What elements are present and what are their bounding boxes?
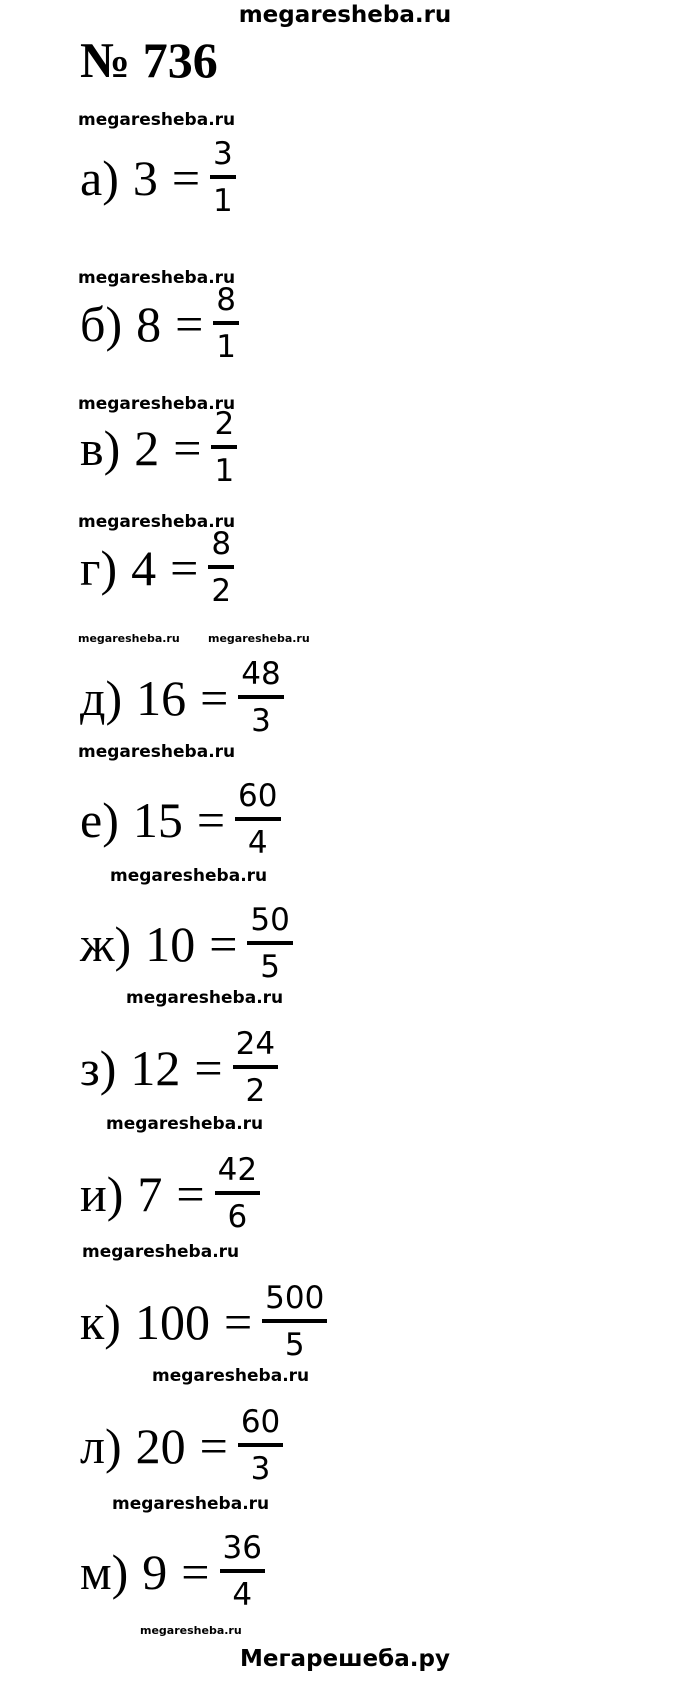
equation-label: д) (80, 669, 123, 726)
problem-title: № 736 (80, 32, 218, 88)
equation-label: м) (80, 1543, 129, 1600)
denominator: 1 (216, 329, 237, 365)
fraction (220, 1530, 265, 1613)
watermark: megaresheba.ru (140, 1624, 242, 1637)
fraction (215, 1152, 260, 1235)
denominator: 6 (227, 1199, 248, 1235)
fraction (233, 1026, 278, 1109)
equation-label: б) (80, 295, 123, 352)
denominator: 2 (245, 1073, 266, 1109)
watermark: megaresheba.ru (78, 268, 236, 288)
denominator: 1 (213, 183, 233, 219)
watermark: megaresheba.ru (78, 632, 180, 645)
watermark: megaresheba.ru (82, 1242, 240, 1262)
numerator: 24 (235, 1026, 276, 1062)
fraction (211, 406, 237, 489)
numerator: 8 (216, 282, 237, 318)
numerator: 3 (213, 136, 233, 172)
equation-lhs: 7 (137, 1165, 163, 1222)
fraction (235, 778, 280, 861)
equation-label: в) (80, 419, 121, 476)
equation-label: е) (80, 791, 119, 848)
equation-lhs: 16 (136, 669, 187, 726)
fraction-bar (235, 817, 280, 821)
numerator: 36 (222, 1530, 262, 1566)
equation-label: г) (80, 539, 118, 596)
equation-label: а) (80, 149, 119, 206)
equation-row-v: в) 2 = $\frac{2}{1}$ (80, 406, 237, 489)
equation-row-l: л) 20 = $\frac{60}{3}$ (80, 1404, 283, 1487)
equation-label: з) (80, 1039, 117, 1096)
fraction-bar (208, 565, 234, 569)
watermark: megaresheba.ru (78, 110, 236, 130)
equation-label: ж) (80, 915, 132, 972)
fraction-bar (247, 941, 292, 945)
fraction-bar (211, 445, 237, 449)
denominator: 3 (250, 1451, 271, 1487)
denominator: 2 (211, 573, 232, 609)
equation-lhs: 100 (134, 1293, 210, 1350)
denominator: 5 (260, 949, 280, 985)
fraction-bar (262, 1319, 327, 1323)
equation-row-e: е) 15 = $\frac{60}{4}$ (80, 778, 281, 861)
fraction (247, 902, 292, 985)
equation-label: к) (80, 1293, 121, 1350)
watermark: megaresheba.ru (152, 1366, 310, 1386)
fraction-bar (238, 1443, 283, 1447)
equation-row-k: к) 100 = $\frac{500}{5}$ (80, 1280, 327, 1363)
denominator: 5 (284, 1327, 305, 1363)
equation-row-m: м) 9 = $\frac{36}{4}$ (80, 1530, 265, 1613)
fraction-bar (210, 175, 236, 179)
fraction-bar (233, 1065, 278, 1069)
equation-lhs: 4 (131, 539, 157, 596)
watermark: megaresheba.ru (78, 394, 236, 414)
equation-label: л) (80, 1417, 122, 1474)
watermark: megaresheba.ru (208, 632, 310, 645)
fraction (238, 1404, 283, 1487)
numerator: 42 (217, 1152, 258, 1188)
numerator: 500 (265, 1280, 325, 1316)
fraction-bar (215, 1191, 260, 1195)
equation-row-d: д) 16 = $\frac{48}{3}$ (80, 656, 284, 739)
equation-row-g: г) 4 = $\frac{8}{2}$ (80, 526, 234, 609)
denominator: 3 (251, 703, 271, 739)
watermark: megaresheba.ru (112, 1494, 270, 1514)
equation-lhs: 20 (135, 1417, 186, 1474)
equation-lhs: 2 (134, 419, 160, 476)
fraction-bar (220, 1569, 265, 1573)
fraction (208, 526, 234, 609)
equation-lhs: 8 (136, 295, 162, 352)
equation-lhs: 10 (145, 915, 196, 972)
equation-row-a: а) 3 = $\frac{3}{1}$ (80, 136, 236, 219)
fraction (238, 656, 283, 739)
fraction (213, 282, 239, 365)
watermark: megaresheba.ru (110, 866, 268, 886)
numerator: 8 (211, 526, 232, 562)
fraction-bar (238, 695, 283, 699)
fraction-bar (213, 321, 239, 325)
numerator: 2 (214, 406, 235, 442)
equation-lhs: 3 (132, 149, 158, 206)
watermark: megaresheba.ru (106, 1114, 264, 1134)
equation-lhs: 9 (142, 1543, 168, 1600)
denominator: 4 (232, 1577, 253, 1613)
fraction (210, 136, 236, 219)
numerator: 50 (250, 902, 290, 938)
equation-row-z: з) 12 = $\frac{24}{2}$ (80, 1026, 278, 1109)
equation-row-zh: ж) 10 = $\frac{50}{5}$ (80, 902, 293, 985)
denominator: 4 (247, 825, 268, 861)
equation-label: и) (80, 1165, 124, 1222)
watermark-footer: Мегарешеба.ру (240, 1646, 450, 1672)
watermark: megaresheba.ru (78, 512, 236, 532)
watermark: megaresheba.ru (126, 988, 284, 1008)
numerator: 60 (238, 778, 278, 814)
fraction (262, 1280, 327, 1363)
watermark-top: megaresheba.ru (238, 2, 452, 28)
numerator: 48 (241, 656, 281, 692)
denominator: 1 (214, 453, 235, 489)
equation-row-b: б) 8 = $\frac{8}{1}$ (80, 282, 239, 365)
watermark: megaresheba.ru (78, 742, 236, 762)
numerator: 60 (240, 1404, 281, 1440)
equation-lhs: 15 (132, 791, 183, 848)
equation-lhs: 12 (130, 1039, 181, 1096)
equation-row-i: и) 7 = $\frac{42}{6}$ (80, 1152, 260, 1235)
